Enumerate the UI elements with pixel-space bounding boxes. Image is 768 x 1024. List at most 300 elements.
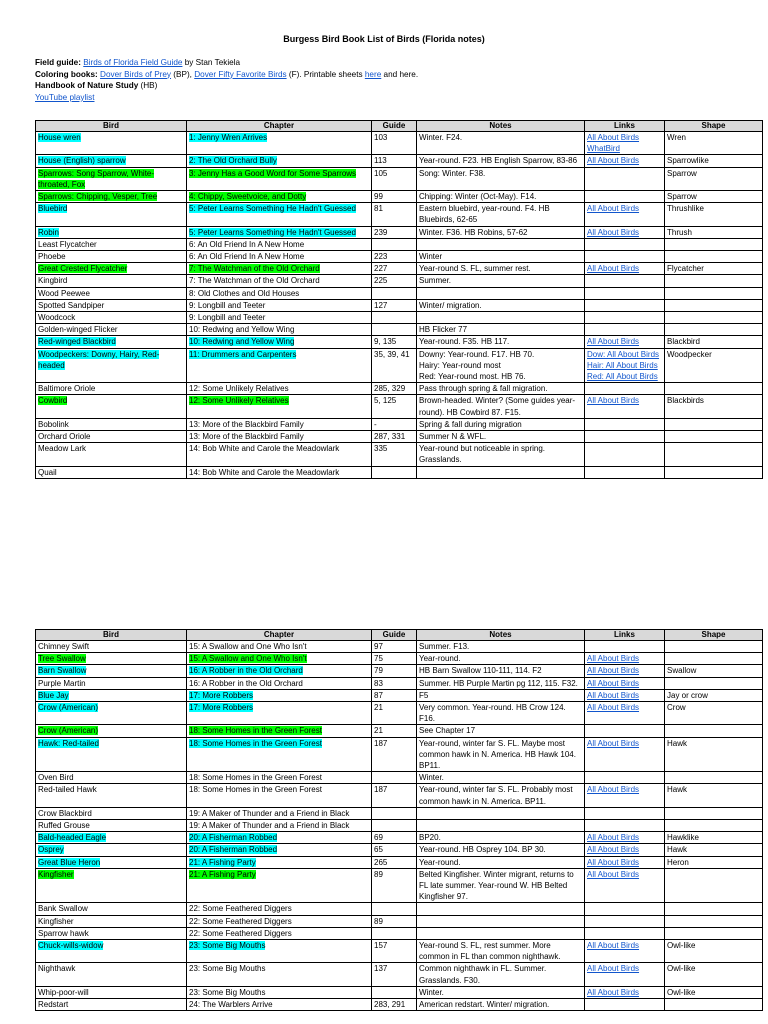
cell-bird bbox=[36, 677, 187, 689]
all-about-birds-link[interactable]: All About Birds bbox=[587, 264, 640, 274]
cell-links bbox=[585, 312, 665, 324]
cell-chapter bbox=[187, 903, 372, 915]
cell-chapter-text: 2: The Old Orchard Bully bbox=[189, 156, 277, 166]
cell-chapter bbox=[187, 299, 372, 311]
cell-bird bbox=[36, 856, 187, 868]
cell-chapter bbox=[187, 702, 372, 725]
all-about-birds-link[interactable]: All About Birds bbox=[587, 845, 640, 855]
cell-bird bbox=[36, 868, 187, 903]
all-about-birds-link[interactable]: All About Birds bbox=[587, 738, 640, 748]
cell-notes-text: Winter. bbox=[419, 987, 444, 997]
cell-chapter bbox=[187, 226, 372, 238]
all-about-birds-link[interactable]: All About Birds bbox=[587, 678, 640, 688]
cell-guide bbox=[372, 856, 417, 868]
cell-links bbox=[585, 999, 665, 1011]
coloring-text-3: and here. bbox=[381, 69, 419, 79]
cell-shape bbox=[665, 999, 763, 1011]
cell-guide bbox=[372, 653, 417, 665]
cell-links bbox=[585, 868, 665, 903]
table-row bbox=[36, 263, 763, 275]
table-row bbox=[36, 275, 763, 287]
cell-guide bbox=[372, 238, 417, 250]
cell-links bbox=[585, 737, 665, 772]
cell-notes bbox=[417, 844, 585, 856]
cell-shape-text: Blackbird bbox=[667, 337, 700, 347]
cell-bird-text: Kingfisher bbox=[38, 916, 74, 926]
cell-chapter-text: 12: Some Unlikely Relatives bbox=[189, 396, 289, 406]
cell-chapter bbox=[187, 287, 372, 299]
all-about-birds-link[interactable]: All About Birds bbox=[587, 396, 640, 406]
table-row bbox=[36, 383, 763, 395]
cell-guide-text: 225 bbox=[374, 276, 388, 286]
cell-bird-text: Baltimore Oriole bbox=[38, 384, 96, 394]
cell-notes-text: Year-round. F23. HB English Sparrow, 83-86 bbox=[419, 156, 578, 166]
cell-shape bbox=[665, 725, 763, 737]
cell-guide-text: 21 bbox=[374, 726, 383, 736]
cell-chapter-text: 7: The Watchman of the Old Orchard bbox=[189, 264, 320, 274]
cell-guide bbox=[372, 226, 417, 238]
cell-chapter-text: 21: A Fishing Party bbox=[189, 857, 256, 867]
cell-bird bbox=[36, 299, 187, 311]
cell-bird bbox=[36, 940, 187, 963]
all-about-birds-link[interactable]: All About Birds bbox=[587, 964, 640, 974]
table-row bbox=[36, 868, 763, 903]
table-row bbox=[36, 251, 763, 263]
all-about-birds-link[interactable]: All About Birds bbox=[587, 941, 640, 951]
all-about-birds-link[interactable]: All About Birds bbox=[587, 337, 640, 347]
col-header-chapter: Chapter bbox=[187, 630, 372, 641]
cell-chapter-text: 5: Peter Learns Something He Hadn't Guessed bbox=[189, 204, 356, 214]
all-about-birds-link[interactable]: Dow: All About Birds bbox=[587, 349, 660, 359]
cell-shape bbox=[665, 689, 763, 701]
cell-guide bbox=[372, 287, 417, 299]
cell-guide bbox=[372, 263, 417, 275]
table-row bbox=[36, 226, 763, 238]
cell-shape bbox=[665, 203, 763, 226]
all-about-birds-link[interactable]: All About Birds bbox=[587, 227, 640, 237]
cell-chapter bbox=[187, 336, 372, 348]
cell-chapter bbox=[187, 927, 372, 939]
cell-notes-text: Year-round. bbox=[419, 857, 461, 867]
cell-notes bbox=[417, 940, 585, 963]
cell-bird-text: Ruffed Grouse bbox=[38, 821, 90, 831]
cell-links bbox=[585, 927, 665, 939]
all-about-birds-link[interactable]: WhatBird bbox=[587, 144, 620, 154]
cell-links bbox=[585, 915, 665, 927]
all-about-birds-link[interactable]: Red: All About Birds bbox=[587, 372, 658, 382]
coloring-books-line bbox=[35, 69, 418, 81]
cell-chapter-text: 24: The Warblers Arrive bbox=[189, 1000, 273, 1010]
all-about-birds-link[interactable]: All About Birds bbox=[587, 785, 640, 795]
cell-bird bbox=[36, 641, 187, 653]
cell-notes-text: Brown-headed. Winter? (Some guides year-round). HB Cowbird 87. F15. bbox=[419, 396, 576, 417]
bird-table-1 bbox=[35, 120, 763, 479]
cell-guide-text: 69 bbox=[374, 833, 383, 843]
cell-links bbox=[585, 443, 665, 466]
cell-notes bbox=[417, 336, 585, 348]
cell-guide bbox=[372, 737, 417, 772]
cell-bird-text: Red-winged Blackbird bbox=[38, 337, 116, 347]
cell-guide-text: 283, 291 bbox=[374, 1000, 406, 1010]
cell-bird bbox=[36, 653, 187, 665]
cell-chapter bbox=[187, 466, 372, 478]
cell-links bbox=[585, 431, 665, 443]
cell-notes-text: Winter. F24. bbox=[419, 133, 463, 142]
cell-notes bbox=[417, 238, 585, 250]
cell-chapter bbox=[187, 737, 372, 772]
cell-bird-text: Cowbird bbox=[38, 396, 68, 406]
cell-chapter bbox=[187, 251, 372, 263]
cell-chapter-text: 6: An Old Friend In A New Home bbox=[189, 252, 305, 262]
cell-chapter-text: 15: A Swallow and One Who Isn't bbox=[189, 642, 307, 651]
cell-chapter bbox=[187, 155, 372, 167]
cell-chapter-text: 10: Redwing and Yellow Wing bbox=[189, 337, 295, 347]
cell-chapter bbox=[187, 772, 372, 784]
cell-links bbox=[585, 986, 665, 998]
coloring-books-label: Coloring books: bbox=[35, 69, 98, 79]
cell-shape bbox=[665, 641, 763, 653]
cell-notes bbox=[417, 772, 585, 784]
table-row bbox=[36, 940, 763, 963]
cell-bird-text: Osprey bbox=[38, 845, 64, 855]
cell-guide-text: 99 bbox=[374, 192, 383, 202]
cell-shape bbox=[665, 263, 763, 275]
cell-notes bbox=[417, 689, 585, 701]
cell-shape bbox=[665, 820, 763, 832]
cell-links bbox=[585, 418, 665, 430]
cell-guide bbox=[372, 725, 417, 737]
cell-guide bbox=[372, 132, 417, 155]
cell-links bbox=[585, 238, 665, 250]
all-about-birds-link[interactable]: All About Birds bbox=[587, 654, 640, 664]
cell-guide-text: 137 bbox=[374, 964, 388, 974]
youtube-playlist-link[interactable]: YouTube playlist bbox=[35, 92, 95, 102]
all-about-birds-link[interactable]: All About Birds bbox=[587, 987, 640, 997]
cell-guide-text: 9, 135 bbox=[374, 337, 397, 347]
table-row bbox=[36, 641, 763, 653]
cell-chapter-text: 13: More of the Blackbird Family bbox=[189, 432, 304, 442]
cell-bird-text: Woodcock bbox=[38, 313, 76, 323]
cell-bird bbox=[36, 132, 187, 155]
all-about-birds-link[interactable]: All About Birds bbox=[587, 703, 640, 713]
cell-bird-text: House wren bbox=[38, 133, 81, 142]
all-about-birds-link[interactable]: All About Birds bbox=[587, 133, 640, 142]
cell-bird-text: Bank Swallow bbox=[38, 904, 88, 914]
cell-bird-text: Great Blue Heron bbox=[38, 857, 101, 867]
table-row bbox=[36, 665, 763, 677]
cell-bird-text: Kingbird bbox=[38, 276, 68, 286]
cell-links bbox=[585, 689, 665, 701]
cell-chapter-text: 18: Some Homes in the Green Forest bbox=[189, 773, 322, 783]
cell-guide bbox=[372, 903, 417, 915]
cell-chapter bbox=[187, 132, 372, 155]
cell-shape bbox=[665, 287, 763, 299]
all-about-birds-link[interactable]: All About Birds bbox=[587, 857, 640, 867]
cell-guide-text: 285, 329 bbox=[374, 384, 406, 394]
cell-chapter-text: 23: Some Big Mouths bbox=[189, 987, 266, 997]
cell-bird-text: Bald-headed Eagle bbox=[38, 833, 107, 843]
table-row bbox=[36, 856, 763, 868]
cell-links bbox=[585, 940, 665, 963]
cell-bird bbox=[36, 999, 187, 1011]
cell-guide bbox=[372, 466, 417, 478]
cell-bird-text: Redstart bbox=[38, 1000, 69, 1010]
cell-notes bbox=[417, 191, 585, 203]
all-about-birds-link[interactable]: All About Birds bbox=[587, 156, 640, 166]
cell-guide bbox=[372, 155, 417, 167]
cell-chapter bbox=[187, 324, 372, 336]
cell-guide-text: - bbox=[374, 419, 377, 429]
cell-guide bbox=[372, 807, 417, 819]
cell-notes-text: See Chapter 17 bbox=[419, 726, 476, 736]
cell-notes-text: Common nighthawk in FL. Summer. Grasslands. F30. bbox=[419, 964, 547, 985]
cell-chapter-text: 5: Peter Learns Something He Hadn't Guessed bbox=[189, 227, 356, 237]
cell-guide bbox=[372, 820, 417, 832]
cell-bird-text: Blue Jay bbox=[38, 690, 69, 700]
cell-notes bbox=[417, 927, 585, 939]
cell-links bbox=[585, 299, 665, 311]
cell-bird-text: Crow Blackbird bbox=[38, 808, 92, 818]
table-row bbox=[36, 443, 763, 466]
cell-bird bbox=[36, 431, 187, 443]
cell-notes bbox=[417, 299, 585, 311]
cell-chapter-text: 22: Some Feathered Diggers bbox=[189, 904, 292, 914]
cell-chapter-text: 23: Some Big Mouths bbox=[189, 964, 266, 974]
cell-shape-text: Hawklike bbox=[667, 833, 700, 843]
cell-notes bbox=[417, 132, 585, 155]
cell-shape bbox=[665, 431, 763, 443]
cell-bird bbox=[36, 203, 187, 226]
all-about-birds-link[interactable]: Hair: All About Birds bbox=[587, 360, 658, 370]
cell-guide bbox=[372, 772, 417, 784]
cell-links bbox=[585, 963, 665, 986]
cell-shape bbox=[665, 737, 763, 772]
cell-chapter-text: 22: Some Feathered Diggers bbox=[189, 928, 292, 938]
cell-chapter-text: 18: Some Homes in the Green Forest bbox=[189, 726, 322, 736]
cell-shape-text: Jay or crow bbox=[667, 690, 708, 700]
cell-guide-text: 239 bbox=[374, 227, 388, 237]
cell-guide bbox=[372, 677, 417, 689]
cell-guide bbox=[372, 418, 417, 430]
cell-bird-text: Barn Swallow bbox=[38, 666, 87, 676]
cell-guide bbox=[372, 395, 417, 418]
cell-guide-text: 265 bbox=[374, 857, 388, 867]
table-row bbox=[36, 807, 763, 819]
all-about-birds-link[interactable]: All About Birds bbox=[587, 204, 640, 214]
cell-notes-text: Year-round. bbox=[419, 654, 461, 664]
cell-guide bbox=[372, 940, 417, 963]
table-row bbox=[36, 844, 763, 856]
cell-notes bbox=[417, 784, 585, 807]
cell-chapter-text: 3: Jenny Has a Good Word for Some Sparrows bbox=[189, 168, 357, 178]
printable-sheets-link[interactable]: here bbox=[364, 69, 382, 79]
cell-links bbox=[585, 856, 665, 868]
cell-bird-text: Hawk: Red-tailed bbox=[38, 738, 99, 748]
cell-notes-text: Year-round. HB Osprey 104. BP 30. bbox=[419, 845, 546, 855]
table-row bbox=[36, 312, 763, 324]
cell-chapter-text: 20: A Fisherman Robbed bbox=[189, 833, 278, 843]
cell-guide bbox=[372, 443, 417, 466]
table-header-row bbox=[36, 121, 763, 132]
cell-notes-text: Year-round but noticeable in spring. Grasslands. bbox=[419, 444, 546, 465]
cell-bird bbox=[36, 251, 187, 263]
cell-chapter bbox=[187, 263, 372, 275]
coloring-text-2: (F). Printable sheets bbox=[286, 69, 365, 79]
cell-chapter-text: 23: Some Big Mouths bbox=[189, 941, 266, 951]
all-about-birds-link[interactable]: All About Birds bbox=[587, 666, 640, 676]
cell-chapter bbox=[187, 689, 372, 701]
cell-chapter bbox=[187, 641, 372, 653]
cell-guide-text: 113 bbox=[374, 156, 387, 166]
cell-bird-text: Purple Martin bbox=[38, 678, 86, 688]
cell-shape bbox=[665, 653, 763, 665]
cell-notes bbox=[417, 986, 585, 998]
cell-shape bbox=[665, 772, 763, 784]
cell-chapter bbox=[187, 784, 372, 807]
cell-chapter-text: 15: A Swallow and One Who Isn't bbox=[189, 654, 307, 664]
cell-links bbox=[585, 772, 665, 784]
cell-shape bbox=[665, 868, 763, 903]
cell-notes-text: Summer. HB Purple Martin pg 112, 115. F32. bbox=[419, 678, 578, 688]
field-guide-label: Field guide: bbox=[35, 58, 81, 67]
cell-guide-text: 21 bbox=[374, 703, 383, 713]
cell-shape bbox=[665, 832, 763, 844]
cell-guide bbox=[372, 431, 417, 443]
cell-chapter-text: 16: A Robber in the Old Orchard bbox=[189, 678, 303, 688]
col-header-guide: Guide bbox=[372, 630, 417, 641]
cell-bird-text: Meadow Lark bbox=[38, 444, 87, 454]
cell-links bbox=[585, 820, 665, 832]
cell-chapter-text: 20: A Fisherman Robbed bbox=[189, 845, 278, 855]
cell-shape-text: Crow bbox=[667, 703, 686, 713]
cell-links bbox=[585, 844, 665, 856]
cell-bird-text: Red-tailed Hawk bbox=[38, 785, 97, 795]
cell-shape-text: Sparrowlike bbox=[667, 156, 709, 166]
cell-chapter bbox=[187, 653, 372, 665]
cell-bird bbox=[36, 336, 187, 348]
field-guide-line bbox=[35, 57, 418, 69]
cell-bird-text: Tree Swallow bbox=[38, 654, 86, 664]
cell-notes bbox=[417, 677, 585, 689]
cell-notes-text: Year-round S. FL, summer rest. bbox=[419, 264, 531, 274]
table-row bbox=[36, 132, 763, 155]
cell-shape bbox=[665, 665, 763, 677]
cell-chapter bbox=[187, 915, 372, 927]
cell-guide-text: 75 bbox=[374, 654, 383, 664]
cell-guide bbox=[372, 986, 417, 998]
cell-bird bbox=[36, 466, 187, 478]
cell-notes bbox=[417, 418, 585, 430]
cell-shape bbox=[665, 226, 763, 238]
cell-bird bbox=[36, 963, 187, 986]
cell-chapter bbox=[187, 963, 372, 986]
cell-bird-text: Spotted Sandpiper bbox=[38, 300, 105, 310]
cell-bird-text: Phoebe bbox=[38, 252, 66, 262]
cell-chapter bbox=[187, 820, 372, 832]
cell-notes bbox=[417, 167, 585, 190]
cell-shape bbox=[665, 856, 763, 868]
cell-notes-text: Year-round, winter far S. FL. Probably most common hawk in N. America. BP11. bbox=[419, 785, 573, 806]
cell-links bbox=[585, 702, 665, 725]
table-row bbox=[36, 418, 763, 430]
cell-notes bbox=[417, 653, 585, 665]
cell-notes bbox=[417, 431, 585, 443]
cell-guide bbox=[372, 275, 417, 287]
cell-links bbox=[585, 167, 665, 190]
cell-guide-text: 65 bbox=[374, 845, 383, 855]
cell-bird bbox=[36, 348, 187, 383]
cell-bird bbox=[36, 737, 187, 772]
cell-bird-text: Bluebird bbox=[38, 204, 68, 214]
cell-bird bbox=[36, 443, 187, 466]
cell-guide bbox=[372, 702, 417, 725]
cell-bird-text: Whip-poor-will bbox=[38, 987, 89, 997]
cell-bird bbox=[36, 383, 187, 395]
all-about-birds-link[interactable]: All About Birds bbox=[587, 869, 640, 879]
col-header-bird: Bird bbox=[36, 121, 187, 132]
field-guide-link[interactable]: Birds of Florida Field Guide bbox=[83, 58, 183, 67]
cell-shape-text: Hawk bbox=[667, 738, 688, 748]
cell-bird bbox=[36, 238, 187, 250]
cell-guide bbox=[372, 324, 417, 336]
cell-bird bbox=[36, 312, 187, 324]
cell-guide-text: 227 bbox=[374, 264, 388, 274]
cell-chapter bbox=[187, 203, 372, 226]
cell-shape-text: Thrushlike bbox=[667, 204, 704, 214]
cell-bird bbox=[36, 820, 187, 832]
all-about-birds-link[interactable]: All About Birds bbox=[587, 690, 640, 700]
table-row bbox=[36, 677, 763, 689]
table-row bbox=[36, 324, 763, 336]
cell-notes-text: Downy: Year-round. F17. HB 70. Hairy: Year-round most Red: Year-round most. HB 76. bbox=[419, 349, 535, 382]
table-body bbox=[36, 132, 763, 479]
birds-of-prey-link[interactable]: Dover Birds of Prey bbox=[100, 69, 172, 79]
cell-links bbox=[585, 336, 665, 348]
cell-shape-text: Owl-like bbox=[667, 987, 696, 997]
cell-bird bbox=[36, 191, 187, 203]
cell-notes-text: Eastern bluebird, year-round. F4. HB Bluebirds, 62-65 bbox=[419, 204, 550, 225]
cell-chapter-text: 1: Jenny Wren Arrives bbox=[189, 133, 268, 142]
cell-bird bbox=[36, 927, 187, 939]
cell-links bbox=[585, 832, 665, 844]
col-header-links: Links bbox=[585, 121, 665, 132]
table-row bbox=[36, 155, 763, 167]
table-row bbox=[36, 167, 763, 190]
cell-notes bbox=[417, 251, 585, 263]
cell-shape bbox=[665, 155, 763, 167]
cell-notes-text: Song: Winter. F38. bbox=[419, 168, 486, 178]
all-about-birds-link[interactable]: All About Birds bbox=[587, 833, 640, 843]
cell-links bbox=[585, 287, 665, 299]
table-row bbox=[36, 903, 763, 915]
cell-shape bbox=[665, 807, 763, 819]
fifty-favorite-birds-link[interactable]: Dover Fifty Favorite Birds bbox=[194, 69, 287, 79]
table-row bbox=[36, 725, 763, 737]
cell-chapter-text: 10: Redwing and Yellow Wing bbox=[189, 325, 295, 335]
cell-guide-text: 35, 39, 41 bbox=[374, 349, 410, 359]
cell-notes-text: Year-round. F35. HB 117. bbox=[419, 337, 510, 347]
cell-chapter-text: 6: An Old Friend In A New Home bbox=[189, 239, 305, 249]
cell-bird bbox=[36, 263, 187, 275]
cell-guide bbox=[372, 167, 417, 190]
col-header-chapter: Chapter bbox=[187, 121, 372, 132]
cell-chapter bbox=[187, 275, 372, 287]
bird-table-2 bbox=[35, 629, 763, 1011]
table-row bbox=[36, 336, 763, 348]
cell-chapter-text: 8: Old Clothes and Old Houses bbox=[189, 288, 300, 298]
cell-guide bbox=[372, 203, 417, 226]
cell-shape bbox=[665, 418, 763, 430]
